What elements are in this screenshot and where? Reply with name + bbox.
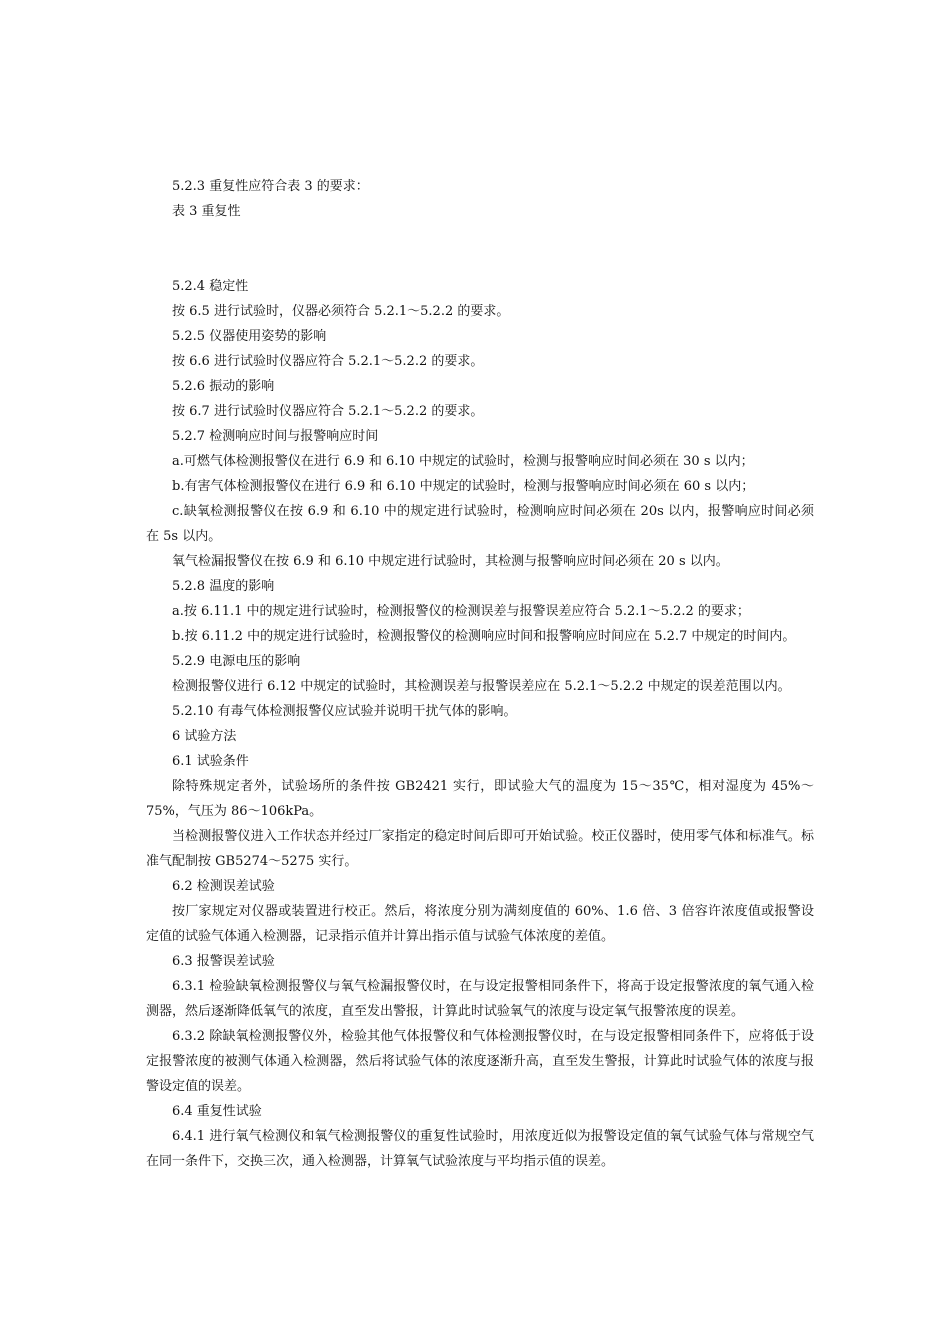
document-page: [146, 174, 814, 1174]
paragraph: 6.1 试验条件: [172, 754, 249, 769]
paragraph: b.按 6.11.2 中的规定进行试验时，检测报警仪的检测响应时间和报警响应时间应在 5.2.7 中规定的时间内。: [172, 629, 796, 644]
paragraph: 除特殊规定者外，试验场所的条件按 GB2421 实行，即试验大气的温度为 15～35℃，相对湿度为 45%～75%，气压为 86～106kPa。: [146, 779, 814, 819]
paragraph: 6.2 检测误差试验: [172, 879, 275, 894]
paragraph: 5.2.4 稳定性: [172, 279, 249, 294]
paragraph: a.按 6.11.1 中的规定进行试验时，检测报警仪的检测误差与报警误差应符合 5.2.1～5.2.2 的要求；: [172, 604, 750, 619]
paragraph: 按厂家规定对仪器或装置进行校正。然后，将浓度分别为满刻度值的 60%、1.6 倍、3 倍容许浓度值或报警设定值的试验气体通入检测器，记录指示值并计算出指示值与试验气体浓度的差值。: [146, 904, 814, 944]
paragraph: 6 试验方法: [172, 729, 237, 744]
table-placeholder-gap: [146, 224, 814, 274]
paragraph-5-2-3: 5.2.3 重复性应符合表 3 的要求：: [172, 179, 369, 194]
paragraph: 5.2.9 电源电压的影响: [172, 654, 301, 669]
paragraph: 按 6.5 进行试验时，仪器必须符合 5.2.1～5.2.2 的要求。: [172, 304, 510, 319]
paragraph: 5.2.6 振动的影响: [172, 379, 275, 394]
body-paragraphs: [146, 274, 814, 1174]
paragraph: 5.2.5 仪器使用姿势的影响: [172, 329, 327, 344]
paragraph: 6.3.2 除缺氧检测报警仪外，检验其他气体报警仪和气体检测报警仪时，在与设定报警相同条件下，应将低于设定报警浓度的被测气体通入检测器，然后将试验气体的浓度逐渐升高，直至发生警报，计算此时试验气体的浓度与报警设定值的误差。: [146, 1029, 814, 1094]
paragraph: a.可燃气体检测报警仪在进行 6.9 和 6.10 中规定的试验时，检测与报警响应时间必须在 30 s 以内；: [172, 454, 754, 469]
paragraph: 检测报警仪进行 6.12 中规定的试验时，其检测误差与报警误差应在 5.2.1～5.2.2 中规定的误差范围以内。: [172, 679, 791, 694]
paragraph: 6.3.1 检验缺氧检测报警仪与氧气检漏报警仪时，在与设定报警相同条件下，将高于设定报警浓度的氧气通入检测器，然后逐渐降低氧气的浓度，直至发出警报，计算此时试验氧气的浓度与设定氧气报警浓度的误差。: [146, 979, 814, 1019]
paragraph: b.有害气体检测报警仪在进行 6.9 和 6.10 中规定的试验时，检测与报警响应时间必须在 60 s 以内；: [172, 479, 755, 494]
paragraph: c.缺氧检测报警仪在按 6.9 和 6.10 中的规定进行试验时，检测响应时间必须在 20s 以内，报警响应时间必须在 5s 以内。: [146, 504, 814, 544]
paragraph: 当检测报警仪进入工作状态并经过厂家指定的稳定时间后即可开始试验。校正仪器时，使用零气体和标准气。标准气配制按 GB5274～5275 实行。: [146, 829, 814, 869]
paragraph: 6.4 重复性试验: [172, 1104, 262, 1119]
paragraph: 5.2.8 温度的影响: [172, 579, 275, 594]
table-3-caption: 表 3 重复性: [172, 204, 241, 219]
paragraph: 6.3 报警误差试验: [172, 954, 275, 969]
paragraph: 6.4.1 进行氧气检测仪和氧气检测报警仪的重复性试验时，用浓度近似为报警设定值的氧气试验气体与常规空气在同一条件下，交换三次，通入检测器，计算氧气试验浓度与平均指示值的误差。: [146, 1129, 814, 1169]
paragraph: 氧气检漏报警仪在按 6.9 和 6.10 中规定进行试验时，其检测与报警响应时间必须在 20 s 以内。: [172, 554, 729, 569]
paragraph: 5.2.7 检测响应时间与报警响应时间: [172, 429, 379, 444]
paragraph: 按 6.7 进行试验时仪器应符合 5.2.1～5.2.2 的要求。: [172, 404, 484, 419]
paragraph: 按 6.6 进行试验时仪器应符合 5.2.1～5.2.2 的要求。: [172, 354, 484, 369]
paragraph: 5.2.10 有毒气体检测报警仪应试验并说明干扰气体的影响。: [172, 704, 517, 719]
